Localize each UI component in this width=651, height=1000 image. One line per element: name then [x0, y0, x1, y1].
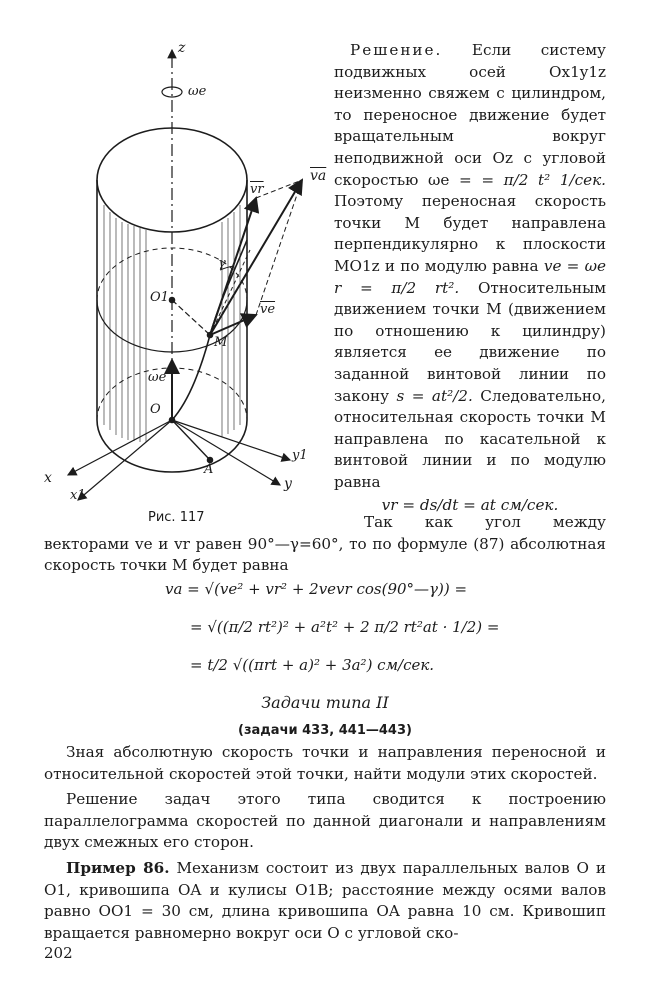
paragraph-2: Решение задач этого типа сводится к построению параллелограмма скоростей по данной диагонали и направлениям двух смежных его сторон. — [44, 790, 606, 852]
radius-o1m — [172, 300, 210, 335]
body-text — [44, 742, 606, 944]
equation-2: = √((π/2 rt²)² + a²t² + 2 π/2 rt²at · 1/2) = — [190, 618, 500, 636]
x-axis — [68, 420, 172, 475]
example-text: Механизм состоит из двух параллельных валов O и O1, кривошипа OA и кулисы O1B; расстояние между осями валов равно OO1 = 30 см, длина кривошипа OA равна 10 см. Кривошип вращается равномерно вокруг оси O с угловой ско- — [44, 858, 607, 942]
formula-vr: vr = ds/dt = at см/сек. — [381, 496, 559, 515]
equation-1: va = √(ve² + vr² + 2vevr cos(90°—γ)) = — [165, 580, 468, 598]
solution-text-3: Относительным движением точки M (движением по отношению к цилиндру) является ее движение по заданной винтовой линии по закону — [334, 278, 607, 405]
section-subheading: (задачи 433, 441—443) — [238, 723, 412, 738]
label-o: O — [150, 402, 161, 417]
formula-ve: ve = ωe r = π/2 rt². — [334, 256, 606, 297]
label-a: A — [204, 462, 214, 477]
equation-3: = t/2 √((πrt + a)² + 3a²) см/сек. — [190, 656, 435, 674]
after-figure-text — [44, 512, 606, 577]
solution-text-1: Если систему подвижных осей Ox1y1z неизменно свяжем с цилиндром, то переносное движение будет вращательным вокруг неподвижной оси Oz с угловой скоростью ωe = — [334, 41, 606, 189]
cylinder-diagram — [20, 30, 330, 510]
figure-caption: Рис. 117 — [148, 510, 205, 525]
page-number: 202 — [44, 944, 73, 962]
label-omega-mid: ωe — [148, 370, 167, 385]
solution-lead: Решение. — [350, 41, 443, 59]
solution-paragraph — [334, 40, 606, 493]
label-m: M — [214, 335, 228, 350]
label-x: x — [44, 470, 52, 486]
example-lead: Пример 86. — [66, 858, 170, 877]
angle-paragraph: Так как угол между векторами ve и vr равен 90°—γ=60°, то по формуле (87) абсолютная скорость точки M будет равна — [44, 513, 606, 575]
x1-axis — [78, 420, 172, 500]
label-va: $\overline{va}$ — [310, 168, 327, 184]
y-axis — [172, 420, 280, 485]
helix-curve — [172, 240, 247, 420]
tangent-dash — [210, 250, 250, 335]
figure-117 — [20, 30, 330, 525]
label-x1: x1 — [70, 488, 86, 503]
label-gamma: γ — [218, 256, 226, 271]
y1-axis — [172, 420, 290, 460]
paragraph-3 — [44, 858, 606, 944]
label-o1: O1 — [150, 290, 169, 305]
solution-text-2: Поэтому переносная скорость точки M будет направлена перпендикулярно к плоскости MO1z и по модулю равна — [334, 192, 606, 275]
label-y: y — [284, 476, 292, 492]
label-vr: $\overline{vr}$ — [250, 182, 264, 197]
formula-omega: = π/2 t² 1/сек. — [481, 170, 606, 189]
label-y1: y1 — [292, 448, 308, 463]
formula-s: s = at²/2. — [396, 386, 473, 405]
solution-text-4: Следовательно, относительная скорость точки M направлена по касательной к винтовой линии и по модулю равна — [334, 386, 606, 491]
label-z: z — [178, 40, 186, 56]
label-omega-top: ωe — [188, 84, 207, 99]
section-heading: Задачи типа II — [261, 693, 389, 712]
paragraph-1: Зная абсолютную скорость точки и направления переносной и относительной скоростей этой точки, найти модули этих скоростей. — [44, 743, 606, 783]
label-ve: $\overline{ve}$ — [260, 302, 276, 317]
right-column — [334, 40, 606, 517]
